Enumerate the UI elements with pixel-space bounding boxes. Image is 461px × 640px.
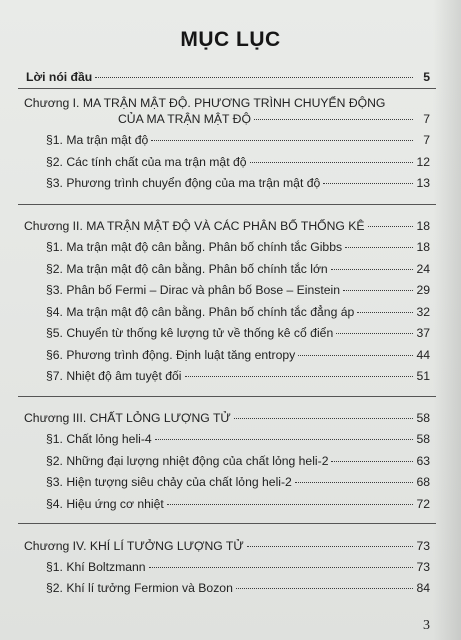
toc-entry-label: §1. Ma trận mật độ: [46, 133, 149, 147]
toc-entry-label: §6. Phương trình động. Định luật tăng entropy: [46, 348, 296, 362]
chapter-heading-3: [24, 411, 430, 425]
toc-entry-label: Lời nói đầu: [26, 70, 93, 84]
toc-entry-section: [46, 497, 430, 511]
toc-entry-label: §1. Khí Boltzmann: [46, 560, 146, 574]
toc-entry-label: §5. Chuyển từ thống kê lượng tử về thống kê cổ điển: [46, 326, 334, 340]
toc-entry-label: §2. Khí lí tưởng Fermion và Bozon: [46, 581, 233, 595]
toc-entry-label: §3. Hiện tượng siêu chảy của chất lỏng heli-2: [46, 475, 292, 489]
toc-page-number: 44: [416, 348, 430, 362]
toc-entry-label: §1. Chất lỏng heli-4: [46, 432, 152, 446]
toc-entry-label: §4. Hiệu ứng cơ nhiệt: [46, 497, 164, 511]
toc-entry-label: Chương II. MA TRẬN MẬT ĐỘ VÀ CÁC PHÂN BỐ THỐNG KÊ: [24, 219, 365, 233]
dot-leader: [331, 461, 413, 462]
toc-page-number: 63: [416, 454, 430, 468]
toc-entry-label: CỦA MA TRẬN MẬT ĐỘ: [118, 112, 251, 126]
toc-entry-section: [46, 326, 430, 340]
dot-leader: [357, 312, 413, 313]
dot-leader: [167, 504, 413, 505]
toc-page-number: 58: [416, 432, 430, 446]
toc-page-number: 12: [416, 155, 430, 169]
toc-entry-label: §3. Phân bố Fermi – Dirac và phân bố Bose – Einstein: [46, 283, 341, 297]
toc-entry-label: §2. Những đại lượng nhiệt động của chất lỏng heli-2: [46, 454, 329, 468]
toc-page-number: 7: [423, 133, 430, 147]
toc-entry-section: [46, 348, 430, 362]
toc-entry-section: [46, 240, 430, 254]
dot-leader: [323, 183, 413, 184]
toc-entry-label: Chương III. CHẤT LỎNG LƯỢNG TỬ: [24, 411, 231, 425]
toc-entry-section: [46, 305, 430, 319]
toc-page-number: 73: [416, 560, 430, 574]
page-title: MỤC LỤC: [180, 28, 281, 51]
divider: [18, 88, 436, 89]
dot-leader: [295, 482, 413, 483]
dot-leader: [298, 355, 413, 356]
dot-leader: [236, 588, 413, 589]
dot-leader: [336, 333, 413, 334]
toc-page-number: 68: [416, 475, 430, 489]
dot-leader: [149, 567, 413, 568]
chapter-heading-2: [24, 219, 430, 233]
toc-entry-section: [46, 475, 430, 489]
toc-page-number: 51: [416, 369, 430, 383]
chapter-heading-1-cont: [118, 112, 430, 126]
toc-page-number: 7: [423, 112, 430, 126]
divider: [18, 396, 436, 397]
toc-page-number: 13: [416, 176, 430, 190]
dot-leader: [155, 439, 413, 440]
toc-entry-label: Chương IV. KHÍ LÍ TƯỞNG LƯỢNG TỬ: [24, 539, 244, 553]
toc-page-number: 5: [423, 70, 430, 84]
toc-entry-label: §3. Phương trình chuyển động của ma trận mật độ: [46, 176, 321, 190]
dot-leader: [247, 546, 413, 547]
chapter-heading-1: Chương I. MA TRẬN MẬT ĐỘ. PHƯƠNG TRÌNH CHUYỂN ĐỘNG: [24, 96, 386, 110]
toc-entry-label: §2. Ma trận mật độ cân bằng. Phân bố chính tắc lớn: [46, 262, 328, 276]
divider: [18, 204, 436, 205]
toc-entry-label: §7. Nhiệt độ âm tuyệt đối: [46, 369, 182, 383]
toc-entry-section: [46, 283, 430, 297]
toc-entry-section: [46, 369, 430, 383]
dot-leader: [151, 140, 413, 141]
toc-entry-section: [46, 454, 430, 468]
dot-leader: [331, 269, 413, 270]
toc-page-number: 18: [416, 219, 430, 233]
dot-leader: [250, 162, 413, 163]
toc-page-number: 58: [416, 411, 430, 425]
toc-page-number: 29: [416, 283, 430, 297]
toc-entry-preface: [26, 70, 430, 84]
toc-entry-section: [46, 262, 430, 276]
dot-leader: [368, 226, 413, 227]
dot-leader: [343, 290, 413, 291]
toc-entry-section: [46, 176, 430, 190]
toc-page-number: 84: [416, 581, 430, 595]
toc-page-number: 24: [416, 262, 430, 276]
dot-leader: [185, 376, 414, 377]
page-edge-shadow: [433, 0, 461, 640]
toc-entry-section: [46, 432, 430, 446]
toc-entry-label: §1. Ma trận mật độ cân bằng. Phân bố chính tắc Gibbs: [46, 240, 343, 254]
toc-page-number: 73: [416, 539, 430, 553]
toc-entry-section: [46, 581, 430, 595]
chapter-heading-4: [24, 539, 430, 553]
page-number: 3: [423, 618, 430, 633]
dot-leader: [234, 418, 413, 419]
dot-leader: [95, 77, 413, 78]
dot-leader: [345, 247, 413, 248]
dot-leader: [254, 119, 413, 120]
toc-page-number: 32: [416, 305, 430, 319]
toc-entry-section: [46, 133, 430, 147]
divider: [18, 523, 436, 524]
toc-entry-section: [46, 560, 430, 574]
toc-page-number: 72: [416, 497, 430, 511]
toc-entry-label: §2. Các tính chất của ma trận mật độ: [46, 155, 247, 169]
toc-entry-label: §4. Ma trận mật độ cân bằng. Phân bố chính tắc đẳng áp: [46, 305, 355, 319]
toc-page-number: 18: [416, 240, 430, 254]
toc-entry-section: [46, 155, 430, 169]
toc-page-number: 37: [416, 326, 430, 340]
